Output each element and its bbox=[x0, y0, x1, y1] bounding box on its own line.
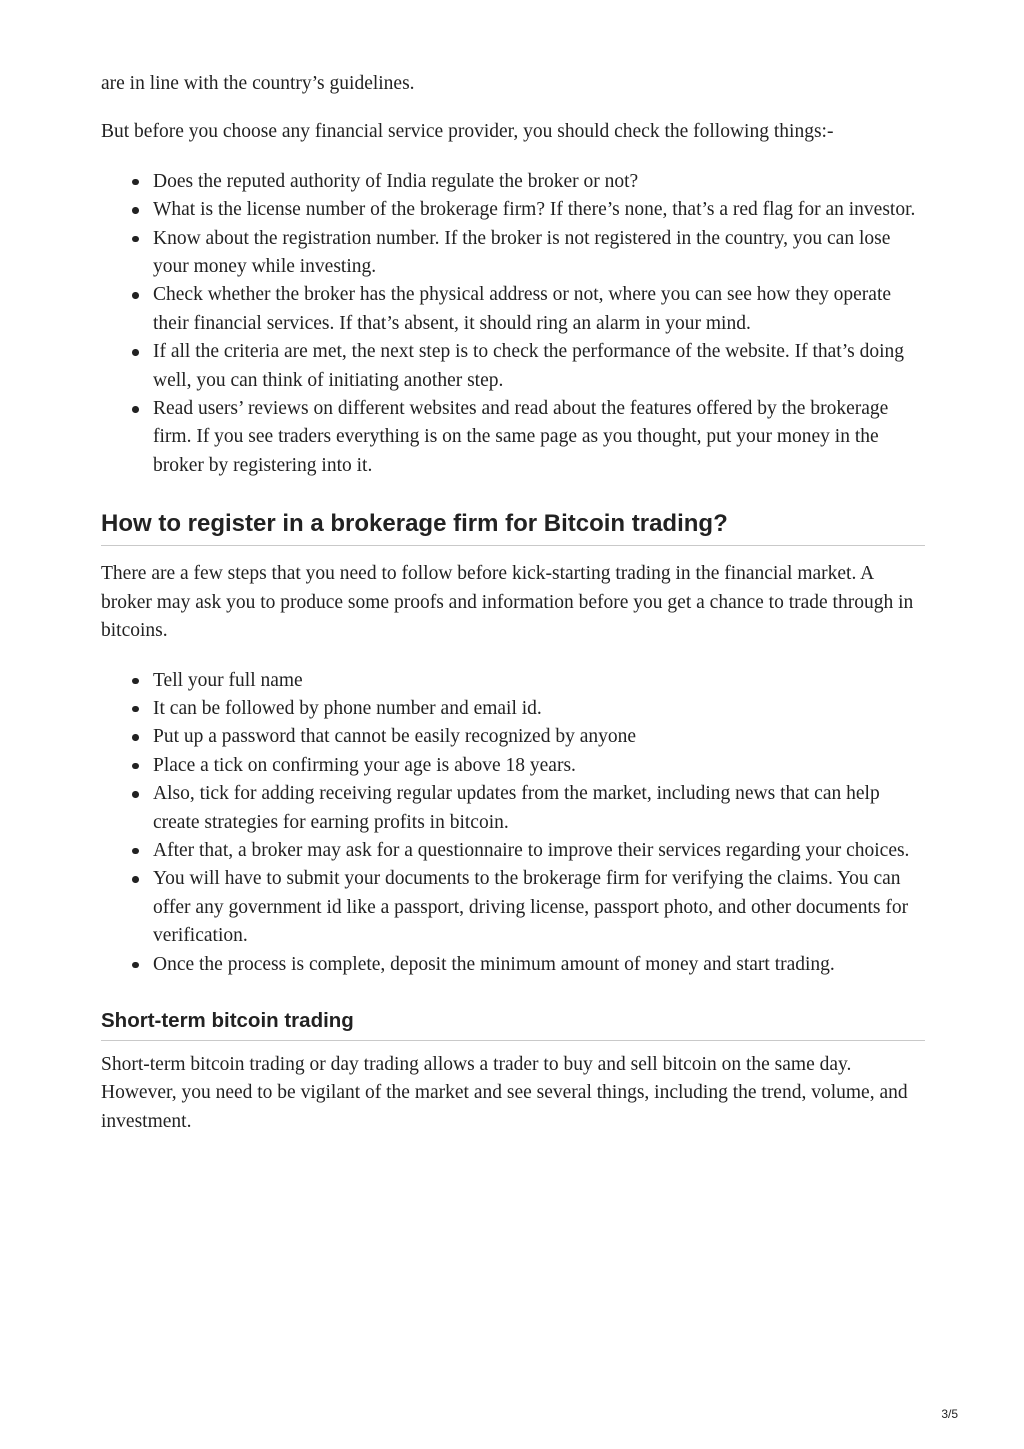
list-item: Does the reputed authority of India regulate the broker or not? bbox=[101, 168, 925, 196]
list-item: You will have to submit your documents to the brokerage firm for verifying the claims. You can offer any government id like a passport, driving license, passport photo, and other documents for verification. bbox=[101, 865, 925, 950]
list-item: Also, tick for adding receiving regular updates from the market, including news that can help create strategies for earning profits in bitcoin. bbox=[101, 780, 925, 837]
list-item: Tell your full name bbox=[101, 667, 925, 695]
list-item: Once the process is complete, deposit the minimum amount of money and start trading. bbox=[101, 951, 925, 979]
list-item: Check whether the broker has the physical address or not, where you can see how they operate their financial services. If that’s absent, it should ring an alarm in your mind. bbox=[101, 281, 925, 338]
list-item: Put up a password that cannot be easily recognized by anyone bbox=[101, 723, 925, 751]
intro-paragraph: But before you choose any financial service provider, you should check the following things:- bbox=[101, 121, 834, 143]
section-heading-register: How to register in a brokerage firm for Bitcoin trading? bbox=[101, 509, 925, 546]
list-item: If all the criteria are met, the next step is to check the performance of the website. If that’s doing well, you can think of initiating another step. bbox=[101, 338, 925, 395]
register-steps-list bbox=[101, 667, 925, 979]
register-paragraph: There are a few steps that you need to follow before kick-starting trading in the financial market. A broker may ask you to produce some proofs and information before you get a chance to trade through in bitcoins. bbox=[101, 563, 914, 642]
list-item: After that, a broker may ask for a questionnaire to improve their services regarding your choices. bbox=[101, 837, 925, 865]
list-item: Know about the registration number. If the broker is not registered in the country, you can lose your money while investing. bbox=[101, 225, 925, 282]
list-item: What is the license number of the brokerage firm? If there’s none, that’s a red flag for an investor. bbox=[101, 196, 925, 224]
intro-continuation: are in line with the country’s guidelines. bbox=[101, 73, 415, 94]
document-body bbox=[101, 70, 925, 1157]
list-item: Place a tick on confirming your age is above 18 years. bbox=[101, 752, 925, 780]
short-term-paragraph: Short-term bitcoin trading or day trading allows a trader to buy and sell bitcoin on the same day. However, you need to be vigilant of the market and see several things, including the trend, volume, and investment. bbox=[101, 1053, 908, 1132]
broker-checklist bbox=[101, 168, 925, 480]
list-item: Read users’ reviews on different websites and read about the features offered by the brokerage firm. If you see traders everything is on the same page as you thought, put your money in the broker by registering into it. bbox=[101, 395, 925, 480]
list-item: It can be followed by phone number and email id. bbox=[101, 695, 925, 723]
section-heading-short-term: Short-term bitcoin trading bbox=[101, 1007, 925, 1041]
page-number: 3/5 bbox=[941, 1407, 958, 1421]
